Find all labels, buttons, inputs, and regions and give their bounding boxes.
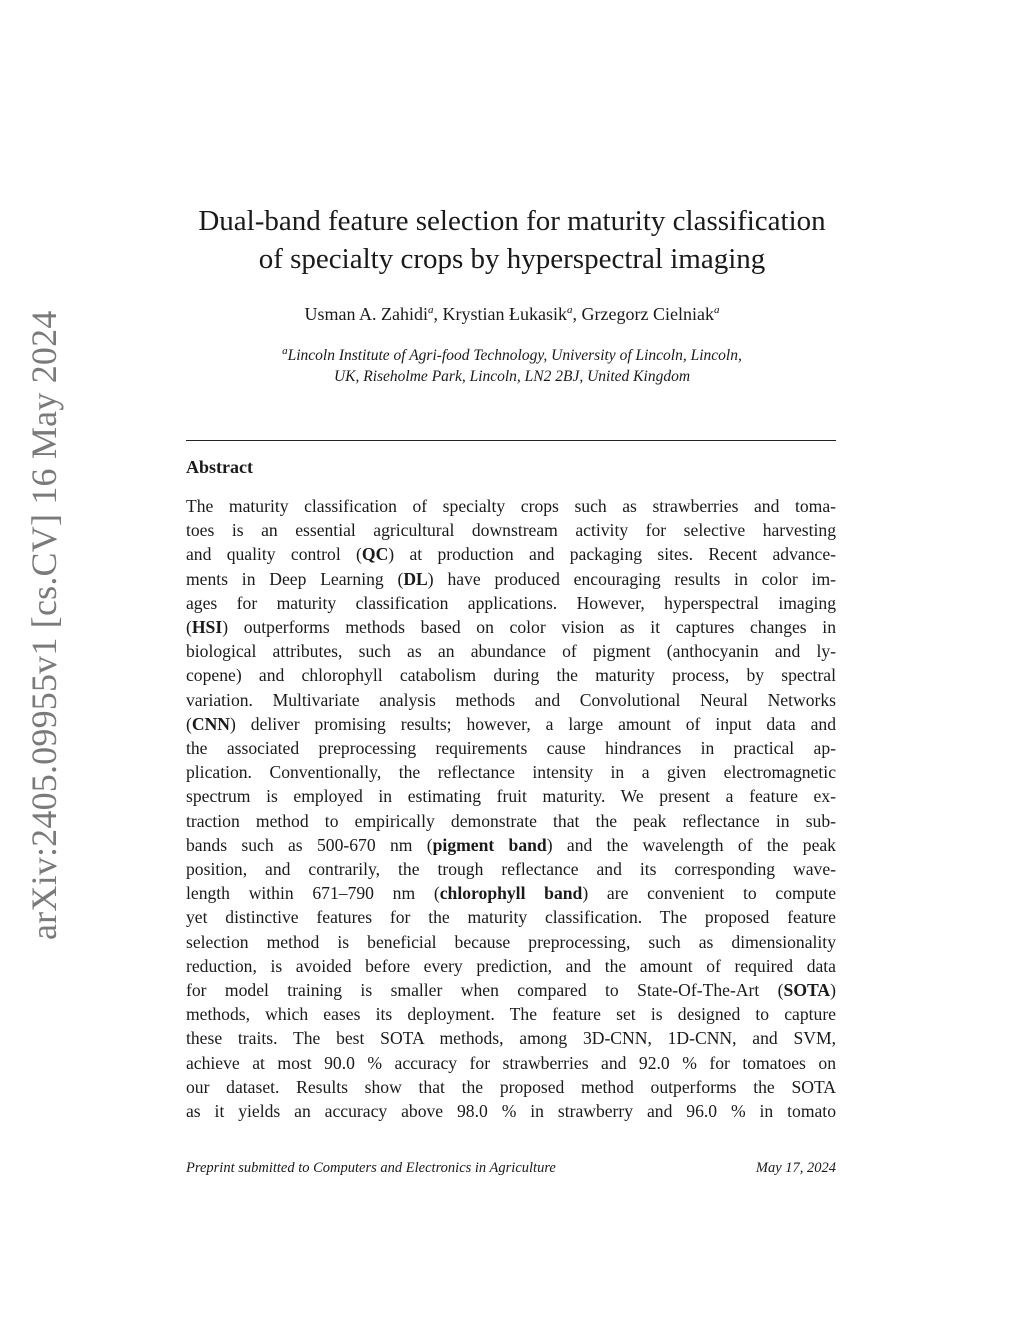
abstract-line: the associated preprocessing requirements cause hindrances in practical ap- <box>186 738 836 759</box>
abstract-line: ages for maturity classification applications. However, hyperspectral imaging <box>186 592 836 613</box>
abstract-line: biological attributes, such as an abundance of pigment (anthocyanin and ly- <box>186 641 836 662</box>
abstract-line: and quality control (QC) at production and packaging sites. Recent advance- <box>186 544 836 565</box>
title-line-1: Dual-band feature selection for maturity classification <box>198 205 826 237</box>
abstract-line: position, and contrarily, the trough reflectance and its corresponding wave- <box>186 859 836 880</box>
author-name: Usman A. Zahidi <box>304 304 429 324</box>
affiliation-line-1-text: Lincoln Institute of Agri-food Technology, University of Lincoln, Lincoln, <box>287 347 742 365</box>
abstract-line: yet distinctive features for the maturity classification. The proposed feature <box>186 907 836 928</box>
abstract-line: (HSI) outperforms methods based on color vision as it captures changes in <box>186 617 836 638</box>
abstract-line: traction method to empirically demonstrate that the peak reflectance in sub- <box>186 810 836 831</box>
author-affiliation-mark: a <box>428 304 434 316</box>
footer-journal-note: Preprint submitted to Computers and Electronics in Agriculture <box>186 1160 556 1176</box>
author-affiliation-mark: a <box>567 304 573 316</box>
abstract-body <box>186 494 836 1123</box>
author-affiliation-mark: a <box>713 304 720 316</box>
abstract-keyword: DL <box>403 568 428 589</box>
abstract-keyword: chlorophyll band <box>439 883 583 904</box>
abstract-line: selection method is beneficial because preprocessing, such as dimensionality <box>186 931 836 952</box>
abstract-line: copene) and chlorophyll catabolism during the maturity process, by spectral <box>186 665 836 686</box>
abstract-line: as it yields an accuracy above 98.0 % in strawberry and 96.0 % in tomato <box>186 1101 836 1122</box>
abstract-line: (CNN) deliver promising results; however, a large amount of input data and <box>186 713 836 734</box>
abstract-line: spectrum is employed in estimating fruit maturity. We present a feature ex- <box>186 786 836 807</box>
affiliation-line-1 <box>150 341 874 366</box>
abstract-keyword: HSI <box>191 617 223 638</box>
abstract-line: bands such as 500-670 nm (pigment band) and the wavelength of the peak <box>186 834 836 855</box>
abstract-keyword: QC <box>361 544 389 565</box>
affiliation-mark: a <box>282 345 288 357</box>
abstract-keyword: SOTA <box>783 980 831 1001</box>
footer-date: May 17, 2024 <box>755 1160 836 1176</box>
affiliation-line-2: UK, Riseholme Park, Lincoln, LN2 2BJ, United Kingdom <box>333 368 691 386</box>
author-name: Krystian Łukasik <box>442 304 568 324</box>
abstract-heading: Abstract <box>186 457 253 477</box>
abstract-line: variation. Multivariate analysis methods and Convolutional Neural Networks <box>186 689 836 710</box>
author-list: Usman A. Zahidi$^a$, Krystian Łukasik$^a$, Grzegorz Cielniak$^a$ <box>304 304 720 324</box>
arxiv-identifier: arXiv:2405.09955v1 [cs.CV] 16 May 2024 <box>24 310 64 940</box>
abstract-line: length within 671–790 nm (chlorophyll band) are convenient to compute <box>186 883 837 904</box>
title-line-2: of specialty crops by hyperspectral imaging <box>258 243 766 275</box>
abstract-line: ments in Deep Learning (DL) have produced encouraging results in color im- <box>186 568 836 589</box>
header-divider <box>186 440 836 441</box>
abstract-keyword: CNN <box>191 713 230 734</box>
abstract-line: toes is an essential agricultural downstream activity for selective harvesting <box>186 520 836 541</box>
abstract-line: The maturity classification of specialty crops such as strawberries and toma- <box>186 496 836 516</box>
paper-title <box>150 202 874 278</box>
affiliation <box>150 341 874 387</box>
abstract-line: these traits. The best SOTA methods, among 3D-CNN, 1D-CNN, and SVM, <box>186 1028 836 1049</box>
abstract-line: methods, which eases its deployment. The feature set is designed to capture <box>186 1004 836 1025</box>
abstract-line: plication. Conventionally, the reflectance intensity in a given electromagnetic <box>186 762 836 783</box>
abstract-line: achieve at most 90.0 % accuracy for strawberries and 92.0 % for tomatoes on <box>186 1052 836 1073</box>
abstract-keyword: pigment band <box>432 834 547 855</box>
abstract-line: for model training is smaller when compared to State-Of-The-Art (SOTA) <box>186 980 836 1001</box>
abstract-line: reduction, is avoided before every prediction, and the amount of required data <box>186 955 836 976</box>
author-name: Grzegorz Cielniak <box>581 304 714 324</box>
abstract-line: our dataset. Results show that the proposed method outperforms the SOTA <box>186 1076 836 1097</box>
